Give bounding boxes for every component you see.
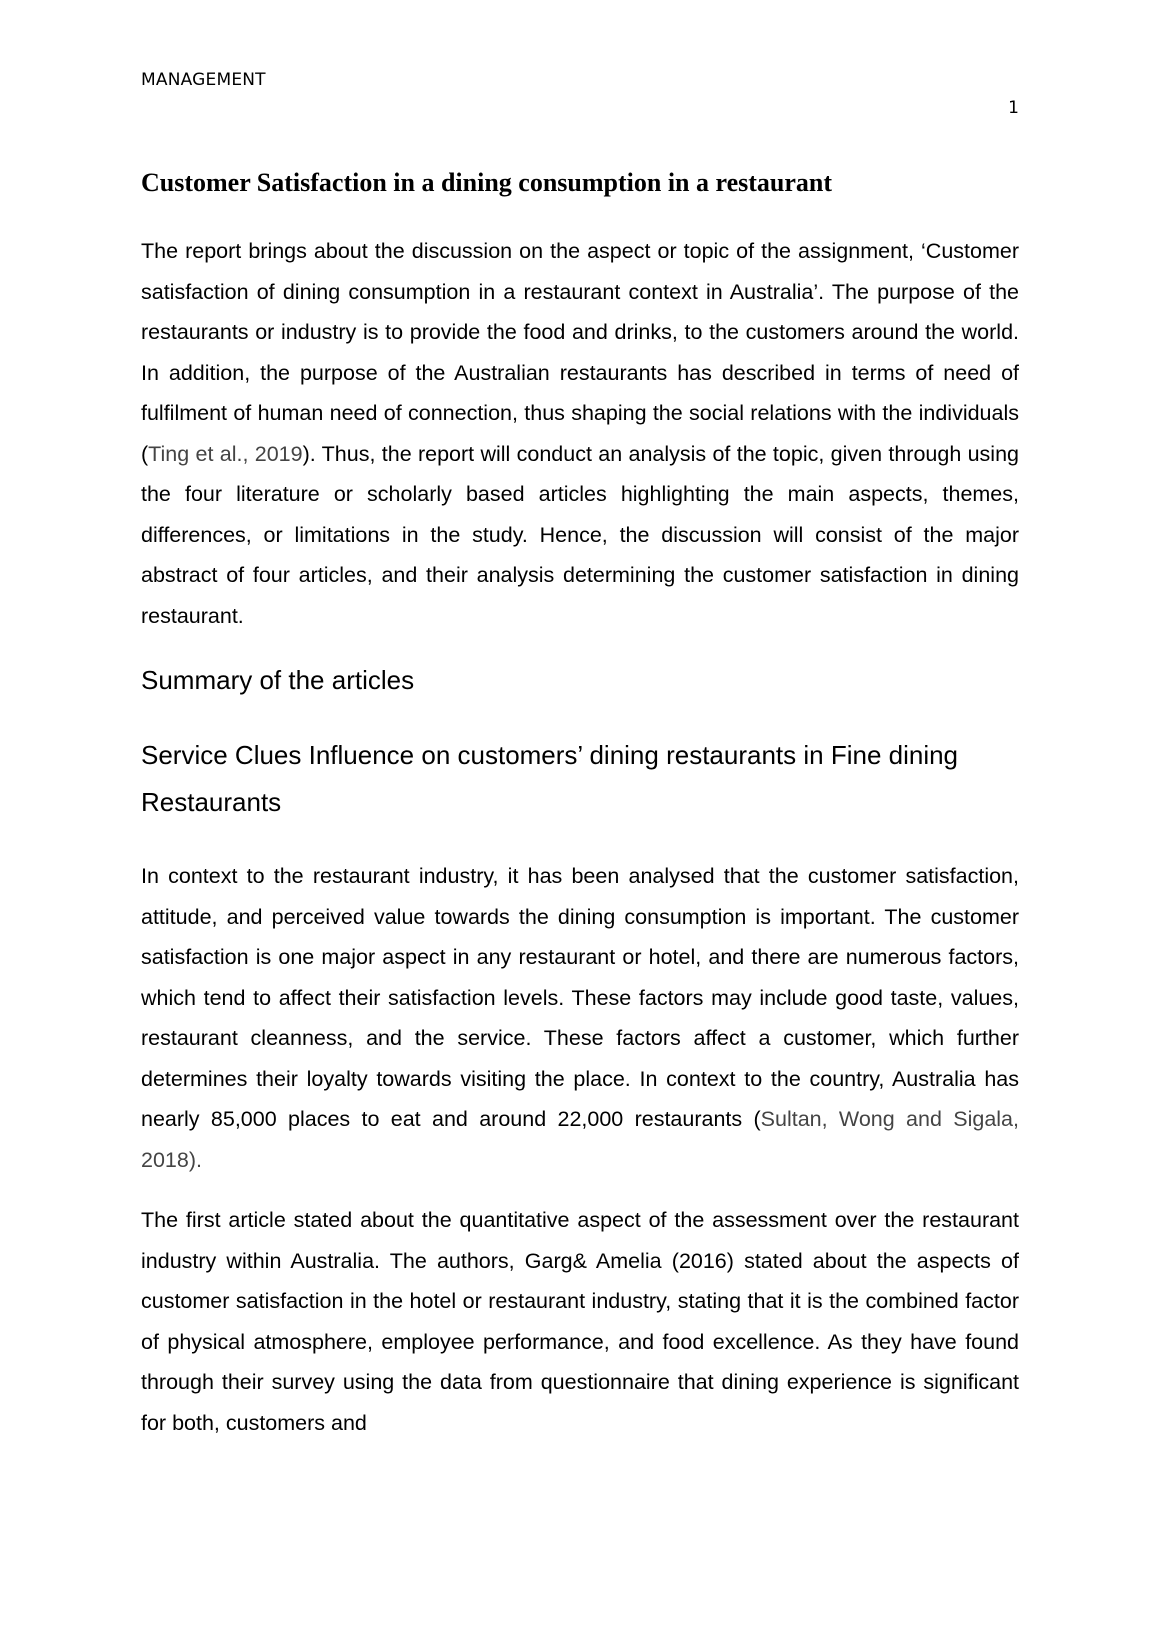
article-heading-service-clues: Service Clues Influence on customers’ dining restaurants in Fine dining Restaurants (141, 740, 959, 817)
citation-sultan: Sultan, Wong and Sigala, 2018 (141, 1107, 1019, 1172)
citation-ting: Ting et al., 2019 (148, 441, 303, 466)
page-number: 1 (1008, 98, 1019, 118)
intro-text-end: ). Thus, the report will conduct an analysis of the topic, given through using the four literature or scholarly based articles highlighting the main aspects, themes, differences, or limitations in the study. Hence, the discussion will consist of the major abstract of four articles, and their analysis determining the customer satisfaction in dining restaurant. (141, 441, 1019, 628)
context-paragraph (141, 856, 1019, 1180)
intro-text-start: The report brings about the discussion on the aspect or topic of the assignment, ‘Customer satisfaction of dining consumption in a restaurant context in Australia’. The purpose of the restaurants or industry is to provide the food and drinks, to the customers around the world. In addition, the purpose of the Australian restaurants has described in terms of need of fulfilment of human need of connection, thus shaping the social relations with the individuals ( (141, 239, 1019, 466)
context-text-start: In context to the restaurant industry, it has been analysed that the customer satisfaction, attitude, and perceived value towards the dining consumption is important. The customer satisfaction is one major aspect in any restaurant or hotel, and there are numerous factors, which tend to affect their satisfaction levels. These factors may include good taste, values, restaurant cleanness, and the service. These factors affect a customer, which further determines their loyalty towards visiting the place. In context to the country, Australia has nearly 85,000 places to eat and around 22,000 restaurants ( (141, 864, 1019, 1131)
running-head: MANAGEMENT (141, 70, 266, 90)
first-article-paragraph: The first article stated about the quantitative aspect of the assessment over the restaurant industry within Australia. The authors, Garg& Amelia (2016) stated about the aspects of customer satisfaction in the hotel or restaurant industry, stating that it is the combined factor of physical atmosphere, employee performance, and food excellence. As they have found through their survey using the data from questionnaire that dining experience is significant for both, customers and (141, 1208, 1019, 1435)
context-text-end: ). (188, 1147, 202, 1172)
intro-paragraph (141, 231, 1019, 636)
section-heading-summary: Summary of the articles (141, 665, 415, 695)
document-body (141, 164, 1019, 1443)
document-title: Customer Satisfaction in a dining consumption in a restaurant (141, 168, 833, 197)
